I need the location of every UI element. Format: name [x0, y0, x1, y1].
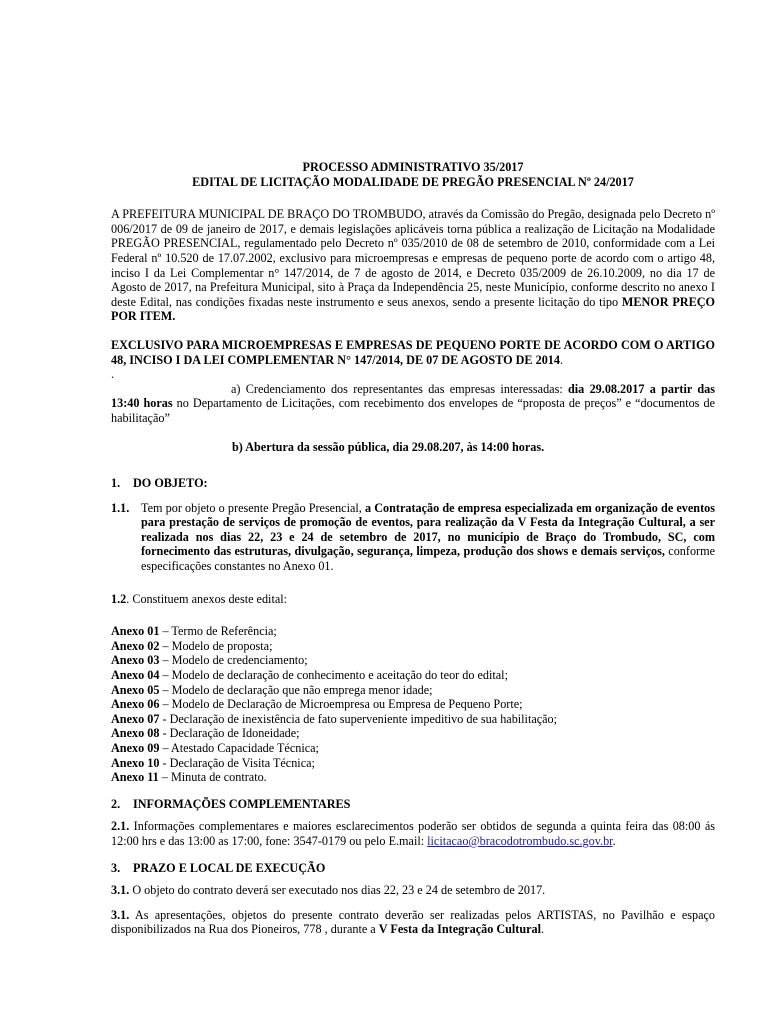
annex-item: [111, 770, 715, 785]
annex-label: Anexo 04: [111, 668, 160, 683]
annex-item: [111, 668, 715, 683]
annex-description: - Declaração de Visita Técnica;: [159, 755, 315, 770]
annex-label: Anexo 01: [111, 624, 160, 639]
annex-label: Anexo 02: [111, 638, 160, 653]
stray-dot: .: [111, 367, 115, 382]
annex-description: – Modelo de declaração que não emprega menor idade;: [159, 682, 433, 697]
exclusive-notice: EXCLUSIVO PARA MICROEMPRESAS E EMPRESAS DE PEQUENO PORTE DE ACORDO COM O ARTIGO 48, INCISO I DA LEI COMPLEMENTAR N° 147/2014, DE 07 DE AGOSTO DE 2014.: [111, 337, 715, 367]
annex-item: [111, 624, 715, 639]
clause-3-1: 3.1. O objeto do contrato deverá ser executado nos dias 22, 23 e 24 de setembro de 2017.: [111, 883, 546, 898]
annex-label: Anexo 08: [111, 726, 160, 741]
annex-item: [111, 653, 715, 668]
annex-item: [111, 697, 715, 712]
section-2-heading: 2. INFORMAÇÕES COMPLEMENTARES: [111, 796, 351, 811]
section-3-heading: 3. PRAZO E LOCAL DE EXECUÇÃO: [111, 860, 326, 875]
email-link[interactable]: licitacao@bracodotrombudo.sc.gov.br: [427, 833, 613, 848]
annex-label: Anexo 09: [111, 741, 160, 755]
section-1-heading: 1. DO OBJETO:: [111, 476, 208, 491]
annex-label: Anexo 11: [111, 770, 159, 785]
annex-list: [111, 624, 715, 785]
annex-description: – Termo de Referência;: [159, 624, 277, 639]
annex-label: Anexo 10: [111, 755, 160, 770]
annex-label: Anexo 06: [111, 697, 160, 712]
clause-3-1-b: 3.1. As apresentações, objetos do presente contrato deverão ser realizadas pelos ARTISTAS, no Pavilhão e espaço disponibilizados na Rua dos Pioneiros, 778 , durante a V Festa da Integração Cultural.: [111, 907, 715, 937]
annex-description: – Atestado Capacidade Técnica;: [159, 741, 319, 755]
annex-item: [111, 712, 715, 727]
annex-description: – Modelo de Declaração de Microempresa ou Empresa de Pequeno Porte;: [159, 697, 523, 712]
process-title: PROCESSO ADMINISTRATIVO 35/2017: [302, 160, 524, 174]
edital-title: EDITAL DE LICITAÇÃO MODALIDADE DE PREGÃO PRESENCIAL Nº 24/2017: [192, 174, 634, 189]
annex-description: - Declaração de Idoneidade;: [159, 726, 300, 741]
annex-description: – Modelo de credenciamento;: [159, 653, 308, 668]
annex-label: Anexo 07: [111, 711, 160, 726]
annex-item: [111, 683, 715, 698]
item-b-abertura: b) Abertura da sessão pública, dia 29.08.207, às 14:00 horas.: [232, 439, 545, 454]
annex-item: [111, 756, 715, 771]
annex-item: [111, 741, 715, 756]
clause-2-1: 2.1. Informações complementares e maiores esclarecimentos poderão ser obtidos de segunda a quinta feira das 08:00 ás 12:00 hrs e das 13:00 as 17:00, fone: 3547-0179 ou pelo E.mail: licitacao@bracodotrombudo.sc.gov.br.: [111, 819, 715, 848]
annex-label: Anexo 03: [111, 653, 160, 668]
annex-description: - Declaração de inexistência de fato superveniente impeditivo de sua habilitação;: [159, 711, 558, 726]
annex-item: [111, 726, 715, 741]
annex-description: – Modelo de proposta;: [159, 638, 273, 653]
annex-item: [111, 639, 715, 654]
document-body: [111, 160, 715, 937]
annex-description: – Modelo de declaração de conhecimento e aceitação do teor do edital;: [159, 668, 508, 683]
intro-paragraph: A PREFEITURA MUNICIPAL DE BRAÇO DO TROMBUDO, através da Comissão do Pregão, designada pelo Decreto nº 006/2017 de 09 de janeiro de 2017, e demais legislações aplicáveis torna pública a realização de Licitação na Modalidade PREGÃO PRESENCIAL, regulamentado pelo Decreto nº 035/2010 de 08 de setembro de 2010, conformidade com a Lei Federal nº 10.520 de 17.07.2002, exclusivo para microempresas e empresas de pequeno porte de acordo com o artigo 48, inciso I da Lei Complementar n° 147/2014, de 7 de agosto de 2014, e Decreto 035/2009 de 26.10.2009, no dia 17 de Agosto de 2017, na Prefeitura Municipal, sito à Praça da Independência 25, neste Município, conforme descrito no anexo I deste Edital, nas condições fixadas neste instrumento e seus anexos, sendo a presente licitação do tipo MENOR PREÇO POR ITEM.: [111, 207, 716, 324]
item-a-credenciamento: a) Credenciamento dos representantes das empresas interessadas: dia 29.08.2017 a partir das 13:40 horas no Departamento de Licitações, com recebimento dos envelopes de “proposta de preços” e “documentos de habilitação”: [111, 381, 715, 425]
annex-description: – Minuta de contrato.: [158, 770, 267, 785]
clause-1-1: 1.1. Tem por objeto o presente Pregão Presencial, a Contratação de empresa especializada em organização de eventos para prestação de serviços de promoção de eventos, para realização da V Festa da Integração Cultural, a ser realizada nos dias 22, 23 e 24 de setembro de 2017, no município de Braço do Trombudo, SC, com fornecimento das estruturas, divulgação, segurança, limpeza, produção dos shows e demais serviços, conforme especificações constantes no Anexo 01.: [111, 500, 715, 574]
annex-label: Anexo 05: [111, 682, 160, 697]
clause-1-2: 1.2. Constituem anexos deste edital:: [111, 591, 288, 606]
